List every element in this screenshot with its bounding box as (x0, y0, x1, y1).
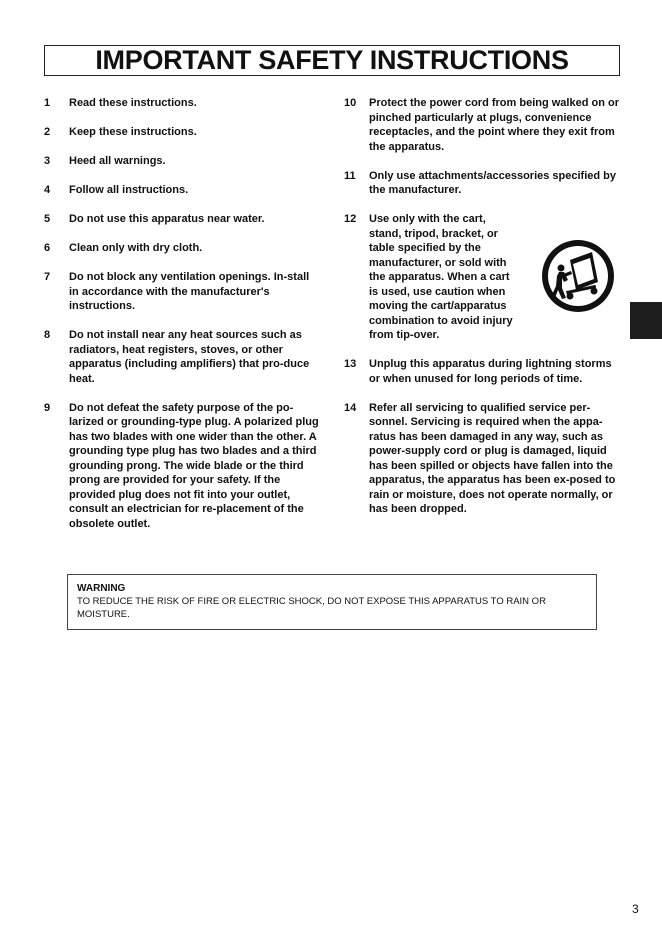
instruction-item (44, 401, 320, 532)
item-text: Follow all instructions. (69, 184, 189, 196)
instruction-item (344, 212, 620, 343)
instruction-item (344, 401, 620, 517)
instruction-item (344, 96, 620, 154)
item-number: 5 (44, 213, 51, 225)
item-text: Only use attachments/accessories specified by the manufacturer. (369, 169, 617, 196)
instruction-item (44, 241, 320, 256)
item-text: Unplug this apparatus during lightning storms or when unused for long periods of time. (369, 358, 612, 385)
section-tab-marker (630, 302, 662, 339)
cart-tip-over-warning-icon (540, 238, 616, 314)
item-text: Use only with the cart, stand, tripod, bracket, or table specified by the manufacturer, or sold with the apparatus. When a cart is used, use caution when moving the cart/apparatus combination to avoid injury from tip-over. (369, 213, 513, 341)
instruction-item (44, 154, 320, 169)
item-number: 11 (344, 169, 356, 182)
instruction-item (44, 125, 320, 140)
item-text: Refer all servicing to qualified service per-sonnel. Servicing is required when the appa-ratus has been damaged in any way, such as power-supply cord or plug is damaged, liquid has been spilled or objects have fallen into the apparatus, the apparatus has been ex-posed to rain or moisture, does not operate normally, or has been dropped. (369, 401, 616, 515)
page-number: 3 (632, 902, 639, 916)
warning-text: TO REDUCE THE RISK OF FIRE OR ELECTRIC SHOCK, DO NOT EXPOSE THIS APPARATUS TO RAIN OR MOISTURE. (77, 596, 546, 620)
item-number: 8 (44, 329, 51, 341)
right-column (344, 96, 620, 531)
item-number: 10 (344, 97, 357, 109)
item-number: 1 (44, 97, 51, 109)
item-text: Do not block any ventilation openings. In-stall in accordance with the manufacturer's instructions. (69, 271, 310, 312)
item-number: 13 (344, 358, 357, 370)
item-number: 6 (44, 242, 51, 254)
page-title: IMPORTANT SAFETY INSTRUCTIONS (95, 45, 569, 75)
instruction-item (44, 212, 320, 227)
item-text: Protect the power cord from being walked on or pinched particularly at plugs, convenience receptacles, and the point where they exit from the apparatus. (369, 97, 619, 153)
item-number: 14 (344, 401, 357, 414)
item-number: 3 (44, 155, 51, 167)
item-text: Do not use this apparatus near water. (69, 213, 265, 225)
instruction-item (344, 357, 620, 386)
instruction-item (344, 169, 620, 198)
left-column (44, 96, 320, 546)
item-text: Do not install near any heat sources such as radiators, heat registers, stoves, or other apparatus (including amplifiers) that pro-duce heat. (69, 329, 310, 385)
item-number: 4 (44, 184, 51, 196)
item-number: 9 (44, 401, 51, 414)
title-box (44, 45, 620, 76)
item-text: Keep these instructions. (69, 126, 197, 138)
item-number: 7 (44, 271, 51, 283)
item-text: Heed all warnings. (69, 155, 166, 167)
warning-box (67, 574, 597, 630)
item-text: Do not defeat the safety purpose of the po-larized or grounding-type plug. A polarized plug has two blades with one wider than the other. A grounding type plug has two blades and a third grounding prong. The wide blade or the third prong are provided for your safety. If the provided plug does not fit into your outlet, consult an electrician for re-placement of the obsolete outlet. (69, 401, 319, 530)
instruction-item (44, 183, 320, 198)
item-text: Clean only with dry cloth. (69, 242, 203, 254)
item-text: Read these instructions. (69, 97, 197, 109)
instruction-item (44, 270, 320, 314)
warning-title: WARNING (77, 583, 126, 594)
instruction-item (44, 96, 320, 111)
item-number: 2 (44, 126, 51, 138)
instruction-item (44, 328, 320, 386)
item-number: 12 (344, 213, 357, 225)
